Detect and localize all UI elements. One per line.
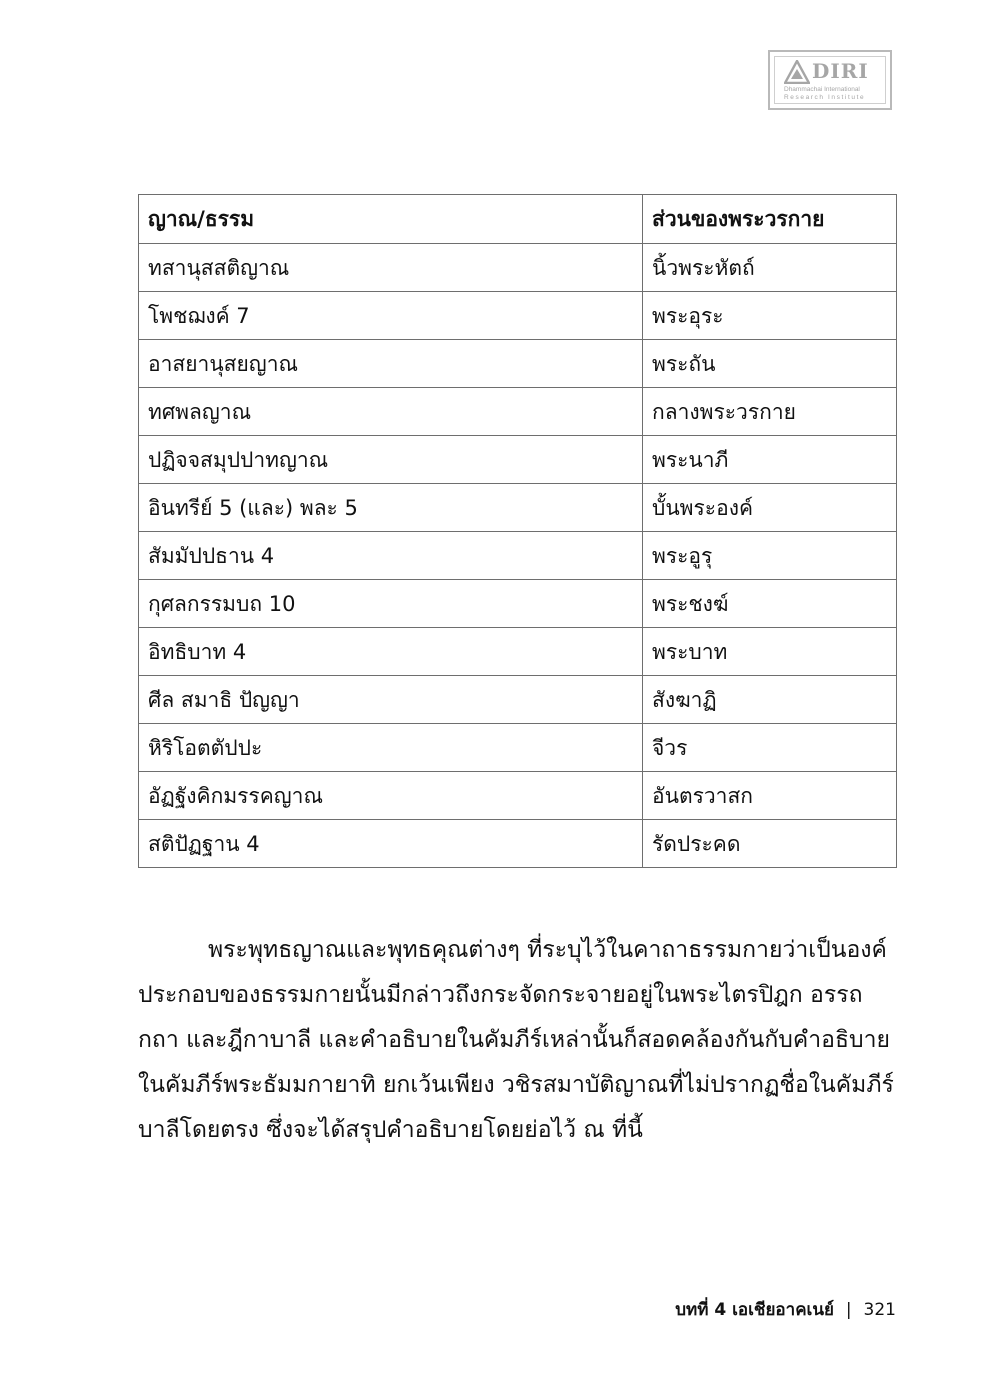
table-row [139,580,897,628]
cell-body-part: พระอูรุ [643,532,897,580]
cell-dhamma: ศีล สมาธิ ปัญญา [139,676,643,724]
cell-dhamma: สติปัฏฐาน 4 [139,820,643,868]
table-row [139,388,897,436]
logo-name: DIRI [812,59,869,83]
cell-dhamma: อาสยานุสยญาณ [139,340,643,388]
cell-dhamma: กุศลกรรมบถ 10 [139,580,643,628]
paragraph-line: ประกอบของธรรมกายนั้นมีกล่าวถึงกระจัดกระจายอยู่ในพระไตรปิฎก อรรถ [138,982,863,1008]
table-row [139,292,897,340]
footer-separator: | [845,1300,852,1320]
table-row [139,244,897,292]
cell-body-part: บั้นพระองค์ [643,484,897,532]
table-row [139,724,897,772]
cell-dhamma: สัมมัปปธาน 4 [139,532,643,580]
logo-subtitle-2: Research Institute [784,94,866,101]
cell-dhamma: หิริโอตตัปปะ [139,724,643,772]
cell-body-part: รัดประคด [643,820,897,868]
cell-body-part: พระชงฆ์ [643,580,897,628]
table-row [139,340,897,388]
table-row [139,436,897,484]
logo-subtitle-1: Dhammachai International [784,86,860,93]
cell-body-part: อันตรวาสก [643,772,897,820]
table-header-row [139,195,897,244]
header-cell-dhamma: ญาณ/ธรรม [139,195,643,244]
dhamma-body-table [138,194,897,868]
table-row [139,820,897,868]
table-row [139,484,897,532]
header-cell-body-part: ส่วนของพระวรกาย [643,195,897,244]
diri-logo [768,50,892,110]
page-footer [675,1296,896,1323]
chapter-title: บทที่ 4 เอเชียอาคเนย์ [675,1300,834,1320]
cell-dhamma: ทสานุสสติญาณ [139,244,643,292]
page-number: 321 [863,1300,896,1320]
cell-body-part: พระบาท [643,628,897,676]
cell-dhamma: ปฏิจจสมุปปาทญาณ [139,436,643,484]
cell-body-part: พระถัน [643,340,897,388]
table-row [139,772,897,820]
cell-body-part: จีวร [643,724,897,772]
table-row [139,532,897,580]
table-row [139,676,897,724]
body-paragraph [138,928,898,1153]
cell-body-part: สังฆาฏิ [643,676,897,724]
paragraph-line: ในคัมภีร์พระธัมมกายาทิ ยกเว้นเพียง วชิรสมาบัติญาณที่ไม่ปรากฏชื่อในคัมภีร์ [138,1072,894,1098]
cell-body-part: พระอุระ [643,292,897,340]
cell-dhamma: อิทธิบาท 4 [139,628,643,676]
cell-dhamma: อินทรีย์ 5 (และ) พละ 5 [139,484,643,532]
cell-body-part: นิ้วพระหัตถ์ [643,244,897,292]
cell-body-part: กลางพระวรกาย [643,388,897,436]
paragraph-line: พระพุทธญาณและพุทธคุณต่างๆ ที่ระบุไว้ในคาถาธรรมกายว่าเป็นองค์ [208,937,887,963]
triangle-logo-icon [784,60,810,84]
cell-dhamma: ทศพลญาณ [139,388,643,436]
paragraph-line: บาลีโดยตรง ซึ่งจะได้สรุปคำอธิบายโดยย่อไว้ ณ ที่นี้ [138,1117,643,1143]
cell-dhamma: โพชฌงค์ 7 [139,292,643,340]
cell-body-part: พระนาภี [643,436,897,484]
table-row [139,628,897,676]
cell-dhamma: อัฏฐังคิกมรรคญาณ [139,772,643,820]
paragraph-line: กถา และฎีกาบาลี และคำอธิบายในคัมภีร์เหล่านั้นก็สอดคล้องกันกับคำอธิบาย [138,1027,891,1053]
